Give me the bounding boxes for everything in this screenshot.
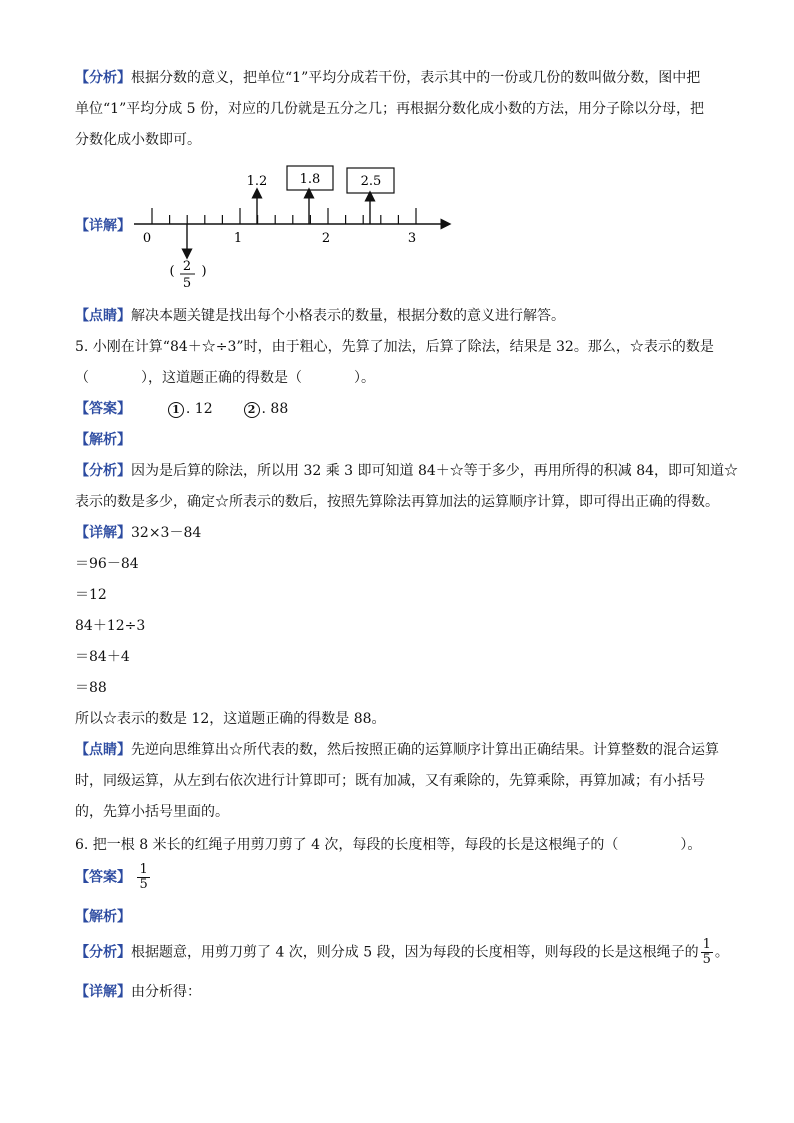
q5-text-2-end: ）。 [354,370,375,386]
q5-line-2 [75,368,375,388]
q6-detail [75,982,201,1002]
q5-step-line-2 [75,585,107,605]
intro-text-1: 根据分数的意义，把单位“1”平均分成若干份，表示其中的一份或几份的数叫做分数，图中把 [131,70,701,86]
circled-2-icon: 2 [244,402,260,418]
paren-left: ( [169,264,175,279]
q5-analysis-2 [75,492,719,512]
q6-analysis-end: 。 [714,944,729,961]
q5-analysis-text-2: 表示的数是多少，确定☆所表示的数后，按照先算除法再算加法的运算顺序计算，即可得出正确的得数。 [75,494,719,510]
q5-text-2: ），这道题正确的得数是（ [141,370,302,386]
tick-label-3: 3 [407,231,417,246]
tick-label-2: 2 [321,231,331,246]
q5-step-3: 84＋12÷3 [75,618,146,634]
q5-step-1: ＝96－84 [75,556,139,572]
number-line-ticks [152,208,416,224]
analysis-tag: 【分析】 [75,944,131,961]
q6-answer-fraction [137,863,149,892]
fraction-denominator: 5 [702,952,711,967]
analysis-tag: 【分析】 [75,70,131,86]
q5-jiexi [75,430,131,450]
fraction-numerator: 1 [702,937,711,952]
jiexi-tag: 【解析】 [75,432,131,448]
tick-label-0: 0 [142,231,152,246]
circled-1-icon: 1 [168,402,184,418]
q5-dianjing-text-1: 先逆向思维算出☆所代表的数，然后按照正确的运算顺序计算出正确结果。计算整数的混合运算 [131,742,719,758]
dianjing-line-1 [75,306,565,326]
dianjing-text: 解决本题关键是找出每个小格表示的数量，根据分数的意义进行解答。 [131,308,565,324]
q5-analysis-text-1: 因为是后算的除法，所以用 32 乘 3 即可知道 84＋☆等于多少，再用所得的积减 84，即可知道☆ [131,463,739,479]
q5-dianjing-text-3: 的，先算小括号里面的。 [75,804,229,820]
fraction-numerator: 2 [182,259,192,274]
q5-text-1: 5. 小刚在计算“84＋☆÷3”时，由于粗心，先算了加法，后算了除法，结果是 32。那么，☆表示的数是 [75,339,714,355]
intro-line-2 [75,99,704,119]
q5-step-5: ＝88 [75,680,107,696]
tick-label-1: 1 [233,231,243,246]
q5-step-0: 32×3－84 [131,525,202,541]
q5-paren-open: （ [75,370,89,386]
q5-step-line-1 [75,554,139,574]
q5-step-line-5 [75,678,107,698]
q5-step-2: ＝12 [75,587,107,603]
fraction-numerator: 1 [139,862,148,877]
q5-dianjing-3 [75,802,229,822]
intro-text-3: 分数化成小数即可。 [75,132,201,148]
label-1-2: 1.2 [246,174,268,189]
q5-detail [75,523,201,543]
answer-tag: 【答案】 [75,869,131,886]
number-line-detail-label [75,216,131,236]
q5-analysis-1 [75,461,738,481]
detail-tag: 【详解】 [75,218,131,234]
q5-step-4: ＝84＋4 [75,649,130,665]
intro-text-2: 单位“1”平均分成 5 份，对应的几份就是五分之几；再根据分数化成小数的方法，用分子除以分母，把 [75,101,705,117]
answer-tag: 【答案】 [75,401,131,417]
q5-step-line-3 [75,616,145,636]
q6-text-1: 6. 把一根 8 米长的红绳子用剪刀剪了 4 次，每段的长度相等，每段的长是这根绳子的（ [75,837,619,853]
q5-answer-1: . 12 [185,401,213,417]
fraction-denominator: 5 [139,877,148,892]
q5-line-1 [75,337,714,357]
intro-line-3 [75,130,201,150]
q6-answer [75,863,152,892]
intro-line-1 [75,68,700,88]
q6-jiexi [75,907,131,927]
q5-dianjing-1 [75,740,719,760]
q5-dianjing-2 [75,771,705,791]
q5-conclusion [75,709,386,729]
dianjing-tag: 【点睛】 [75,742,131,758]
q5-answer [75,399,288,419]
label-1-8: 1.8 [299,172,321,187]
fraction-denominator: 5 [182,276,192,291]
detail-tag: 【详解】 [75,525,131,541]
q6-analysis [75,938,729,967]
q5-dianjing-text-2: 时，同级运算，从左到右依次进行计算即可；既有加减，又有乘除的，先算乘除，再算加减；有小括号 [75,773,705,789]
q5-answer-2: . 88 [261,401,289,417]
q5-step-line-4 [75,647,130,667]
dianjing-tag: 【点睛】 [75,308,131,324]
jiexi-tag: 【解析】 [75,909,131,925]
detail-tag: 【详解】 [75,984,131,1000]
number-line-diagram [128,158,488,293]
paren-right: ) [201,264,207,279]
q6-analysis-fraction [701,938,713,967]
q6-detail-text: 由分析得： [131,984,201,1000]
label-2-5: 2.5 [360,174,382,189]
q6-line-1 [75,835,701,855]
q5-conclusion-text: 所以☆表示的数是 12，这道题正确的得数是 88。 [75,711,386,727]
q6-analysis-text: 根据题意，用剪刀剪了 4 次，则分成 5 段，因为每段的长度相等，则每段的长是这根绳子的 [131,944,699,961]
analysis-tag: 【分析】 [75,463,131,479]
q6-text-1-end: ）。 [680,837,702,853]
